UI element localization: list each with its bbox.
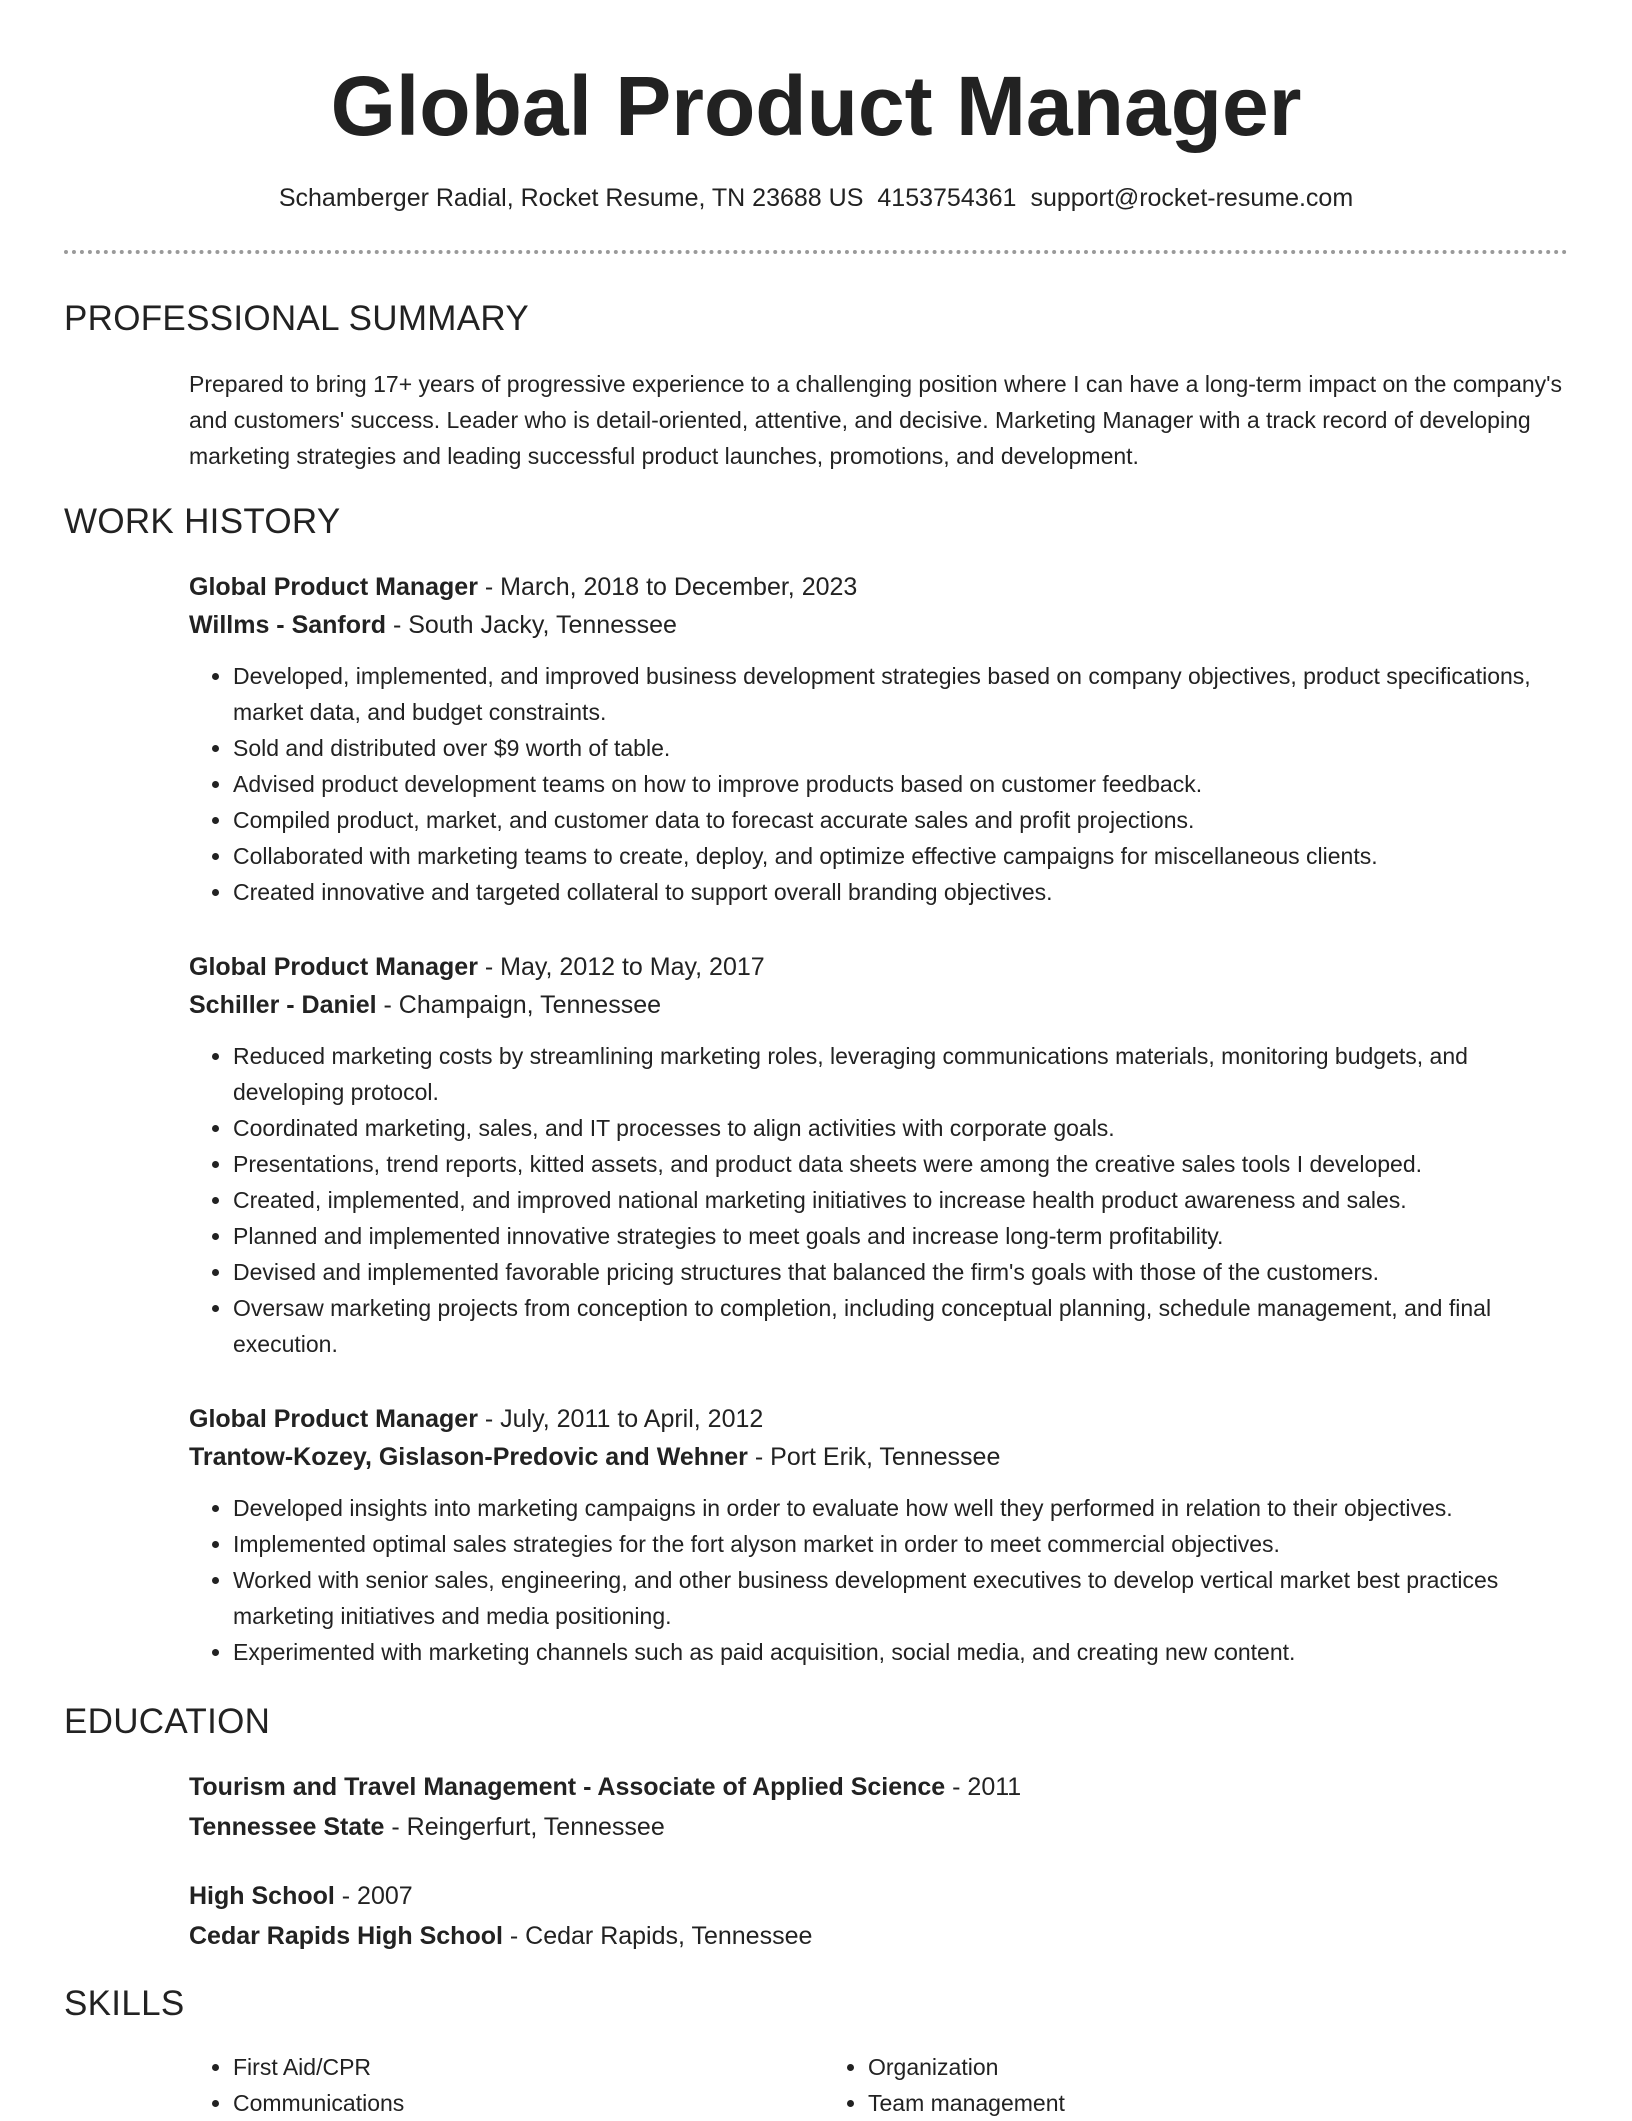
job-bullets	[189, 1038, 1579, 1362]
section-title-skills: SKILLS	[64, 1984, 185, 2023]
job-title: Global Product Manager	[189, 573, 478, 601]
education-school: Cedar Rapids High School	[189, 1922, 503, 1950]
job-title-line	[189, 1400, 1579, 1438]
job-company: Trantow-Kozey, Gislason-Predovic and Wehner	[189, 1443, 748, 1471]
summary-text: Prepared to bring 17+ years of progressive experience to a challenging position where I can have a long-term impact on the company's and customers' success. Leader who is detail-oriented, attentive, and decisive. Marketing Manager with a track record of developing marketing strategies and leading successful product launches, promotions, and development.	[189, 371, 1563, 469]
job-company-line	[189, 986, 1579, 1024]
job-bullet: • Developed, implemented, and improved business development strategies based on company objectives, product specifications, market data, and budget constraints.	[233, 658, 1579, 730]
education-school-line	[189, 1807, 1579, 1847]
job-bullet: • Presentations, trend reports, kitted assets, and product data sheets were among the creative sales tools I developed.	[233, 1146, 1579, 1182]
skill-item: • First Aid/CPR	[233, 2049, 824, 2085]
job-dates: - May, 2012 to May, 2017	[477, 953, 765, 981]
job-bullet: • Experimented with marketing channels such as paid acquisition, social media, and creating new content.	[233, 1634, 1579, 1670]
education-degree-line	[189, 1767, 1579, 1807]
job-bullet: • Collaborated with marketing teams to create, deploy, and optimize effective campaigns for miscellaneous clients.	[233, 838, 1579, 874]
education-entry	[189, 1767, 1579, 1847]
education-location: - Reingerfurt, Tennessee	[384, 1813, 665, 1841]
job-entry	[189, 948, 1579, 1362]
job-bullet: • Compiled product, market, and customer data to forecast accurate sales and profit projections.	[233, 802, 1579, 838]
job-company-line	[189, 1438, 1579, 1476]
education-year: - 2011	[945, 1773, 1022, 1801]
job-location: - Port Erik, Tennessee	[747, 1443, 1001, 1471]
contact-phone: 4153754361	[877, 184, 1017, 212]
job-bullet: • Worked with senior sales, engineering, and other business development executives to develop vertical market best practices marketing initiatives and media positioning.	[233, 1562, 1579, 1634]
job-bullet: • Created, implemented, and improved national marketing initiatives to increase health product awareness and sales.	[233, 1182, 1579, 1218]
education-year: - 2007	[334, 1882, 413, 1910]
section-title-education: EDUCATION	[64, 1702, 271, 1741]
skill-item: • Team management	[868, 2085, 1459, 2121]
job-bullet: • Oversaw marketing projects from conception to completion, including conceptual planning, schedule management, and final execution.	[233, 1290, 1579, 1362]
job-company-line	[189, 606, 1579, 644]
job-dates: - March, 2018 to December, 2023	[477, 573, 858, 601]
job-entry	[189, 1400, 1579, 1670]
education-location: - Cedar Rapids, Tennessee	[502, 1922, 813, 1950]
contact-line	[0, 182, 1632, 214]
job-bullet: • Coordinated marketing, sales, and IT processes to align activities with corporate goals.	[233, 1110, 1579, 1146]
education-school: Tennessee State	[189, 1813, 385, 1841]
job-entry	[189, 568, 1579, 910]
education-school-line	[189, 1916, 1579, 1956]
header-divider	[64, 250, 1568, 254]
job-bullet: • Devised and implemented favorable pricing structures that balanced the firm's goals with those of the customers.	[233, 1254, 1579, 1290]
job-bullet: • Created innovative and targeted collateral to support overall branding objectives.	[233, 874, 1579, 910]
job-location: - South Jacky, Tennessee	[386, 611, 677, 639]
education-degree: Tourism and Travel Management - Associate of Applied Science	[189, 1773, 946, 1801]
job-dates: - July, 2011 to April, 2012	[477, 1405, 764, 1433]
job-title-line	[189, 948, 1579, 986]
skills-column-left	[189, 2049, 824, 2121]
job-bullets	[189, 658, 1579, 910]
job-location: - Champaign, Tennessee	[376, 991, 661, 1019]
education-degree-line	[189, 1876, 1579, 1916]
job-title: Global Product Manager	[189, 953, 478, 981]
skill-item: • Communications	[233, 2085, 824, 2121]
job-bullet: • Developed insights into marketing campaigns in order to evaluate how well they performed in relation to their objectives.	[233, 1490, 1579, 1526]
section-title-work: WORK HISTORY	[64, 502, 341, 541]
job-bullet: • Planned and implemented innovative strategies to meet goals and increase long-term profitability.	[233, 1218, 1579, 1254]
resume-name-heading: Global Product Manager	[330, 59, 1302, 153]
job-bullet: • Sold and distributed over $9 worth of table.	[233, 730, 1579, 766]
education-entry	[189, 1876, 1579, 1956]
job-bullet: • Implemented optimal sales strategies for the fort alyson market in order to meet commercial objectives.	[233, 1526, 1579, 1562]
skills-column-right	[824, 2049, 1459, 2121]
contact-email: support@rocket-resume.com	[1030, 184, 1354, 212]
contact-address: Schamberger Radial, Rocket Resume, TN 23688 US	[278, 184, 864, 212]
skills-list	[189, 2049, 1579, 2121]
section-title-summary: PROFESSIONAL SUMMARY	[64, 299, 529, 338]
job-title: Global Product Manager	[189, 1405, 478, 1433]
job-company: Schiller - Daniel	[189, 991, 377, 1019]
job-title-line	[189, 568, 1579, 606]
job-company: Willms - Sanford	[189, 611, 387, 639]
education-degree: High School	[189, 1882, 335, 1910]
job-bullet: • Reduced marketing costs by streamlining marketing roles, leveraging communications materials, monitoring budgets, and developing protocol.	[233, 1038, 1579, 1110]
skill-item: • Organization	[868, 2049, 1459, 2085]
job-bullet: • Advised product development teams on how to improve products based on customer feedback.	[233, 766, 1579, 802]
job-bullets	[189, 1490, 1579, 1670]
